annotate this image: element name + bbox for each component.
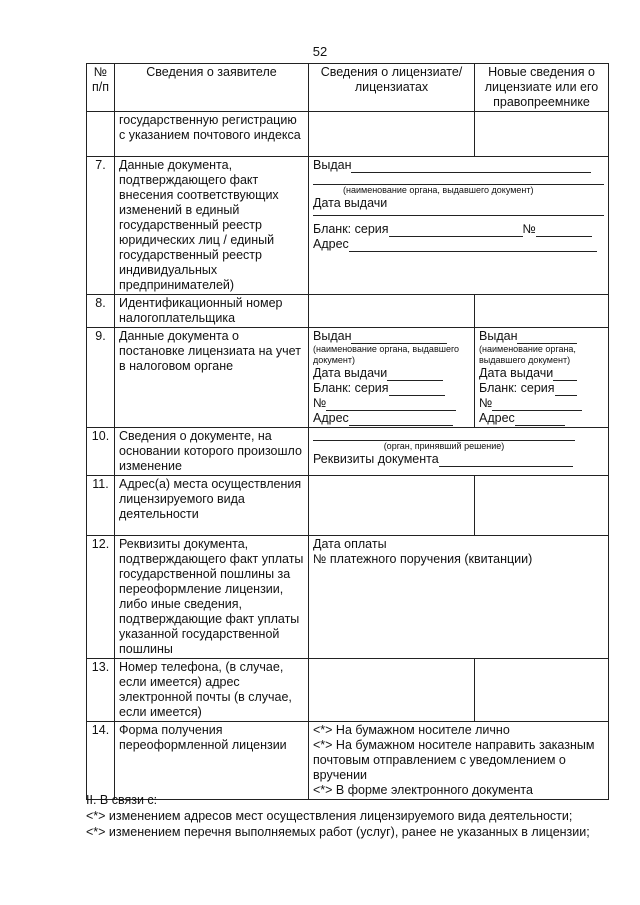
license-form-table bbox=[86, 63, 609, 800]
issued-line[interactable] bbox=[517, 331, 577, 344]
reason-option-works[interactable]: <*> изменением перечня выполняемых работ (услуг), ранее не указанных в лицензии; bbox=[86, 825, 590, 839]
registry-doc-cell[interactable] bbox=[309, 157, 609, 295]
issued-label: Выдан bbox=[479, 329, 518, 343]
table-row-13 bbox=[87, 659, 609, 722]
header-new-info: Новые сведения о лицензиате или его правопреемнике bbox=[475, 64, 609, 112]
row-text: государственную регистрацию с указанием почтового индекса bbox=[115, 112, 309, 157]
table-row-7 bbox=[87, 157, 609, 295]
date-label: Дата выдачи bbox=[313, 366, 388, 380]
number-line[interactable] bbox=[492, 398, 582, 411]
row-num: 13. bbox=[87, 659, 115, 722]
row-text: Идентификационный номер налогоплательщика bbox=[115, 295, 309, 328]
blank-number-label: № bbox=[522, 222, 536, 236]
issued-caption: (наименование органа, выдавшего документ) bbox=[343, 185, 534, 195]
licensee-cell[interactable] bbox=[309, 659, 475, 722]
licensee-cell[interactable] bbox=[309, 295, 475, 328]
address-label: Адрес bbox=[313, 411, 349, 425]
header-num: № п/п bbox=[87, 64, 115, 112]
reason-option-addresses[interactable]: <*> изменением адресов мест осуществления лицензируемого вида деятельности; bbox=[86, 809, 573, 823]
new-info-cell[interactable] bbox=[475, 295, 609, 328]
row-num: 12. bbox=[87, 536, 115, 659]
row-text: Форма получения переоформленной лицензии bbox=[115, 722, 309, 800]
licensee-cell[interactable] bbox=[309, 476, 475, 536]
series-line[interactable] bbox=[555, 383, 577, 396]
address-line[interactable] bbox=[349, 239, 597, 252]
new-info-cell[interactable] bbox=[475, 112, 609, 157]
date-line[interactable] bbox=[387, 368, 443, 381]
row-num-cell bbox=[87, 112, 115, 157]
blank-series-label: Бланк: серия bbox=[313, 222, 389, 236]
blank-series-label: Бланк: серия bbox=[313, 381, 389, 395]
row-text: Данные документа, подтверждающего факт внесения соответствующих изменений в единый государственный реестр юридических лиц / единый государственный реестр индивидуальных предпринимателей) bbox=[115, 157, 309, 295]
new-info-cell[interactable] bbox=[475, 476, 609, 536]
table-row-10 bbox=[87, 428, 609, 476]
section-2-heading: II. В связи с: bbox=[86, 793, 158, 807]
row-text: Реквизиты документа, подтверждающего факт уплаты государственной пошлины за переоформление лицензии, либо иные сведения, подтверждающие факт уплаты указанной государственной пошлины bbox=[115, 536, 309, 659]
issued-caption: (наименование органа, выдавшего документ) bbox=[479, 344, 576, 365]
address-line[interactable] bbox=[515, 413, 565, 426]
option-paper-personal[interactable]: <*> На бумажном носителе лично bbox=[313, 723, 510, 737]
receipt-form-cell bbox=[309, 722, 609, 800]
date-line[interactable] bbox=[553, 368, 577, 381]
issued-caption: (наименование органа, выдавшего документ) bbox=[313, 344, 460, 365]
decision-doc-cell[interactable] bbox=[309, 428, 609, 476]
table-row-14 bbox=[87, 722, 609, 800]
table-row-9 bbox=[87, 328, 609, 428]
tax-doc-licensee-cell[interactable] bbox=[309, 328, 475, 428]
row-num: 14. bbox=[87, 722, 115, 800]
payment-order-label: № платежного поручения (квитанции) bbox=[313, 552, 533, 566]
licensee-cell[interactable] bbox=[309, 112, 475, 157]
address-label: Адрес bbox=[479, 411, 515, 425]
series-line[interactable] bbox=[389, 224, 523, 237]
new-info-cell[interactable] bbox=[475, 659, 609, 722]
date-label: Дата выдачи bbox=[313, 196, 388, 210]
issued-line[interactable] bbox=[351, 160, 591, 173]
option-paper-mail[interactable]: <*> На бумажном носителе направить заказным почтовым отправлением с уведомлением о вручении bbox=[313, 738, 595, 782]
date-line[interactable] bbox=[313, 211, 604, 216]
issued-line[interactable] bbox=[351, 331, 447, 344]
doc-details-line[interactable] bbox=[439, 454, 573, 467]
issued-line-2[interactable] bbox=[313, 173, 604, 185]
row-num: 11. bbox=[87, 476, 115, 536]
authority-caption: (орган, принявший решение) bbox=[383, 441, 505, 451]
option-electronic[interactable]: <*> В форме электронного документа bbox=[313, 783, 533, 797]
table-row-12 bbox=[87, 536, 609, 659]
blank-series-label: Бланк: серия bbox=[479, 381, 555, 395]
row-text: Данные документа о постановке лицензиата на учет в налоговом органе bbox=[115, 328, 309, 428]
section-2 bbox=[86, 792, 616, 840]
blank-number-label: № bbox=[479, 396, 493, 410]
address-label: Адрес bbox=[313, 237, 349, 251]
payment-date-label: Дата оплаты bbox=[313, 537, 387, 551]
row-num: 8. bbox=[87, 295, 115, 328]
series-line[interactable] bbox=[389, 383, 445, 396]
payment-cell[interactable] bbox=[309, 536, 609, 659]
header-licensee: Сведения о лицензиате/лицензиатах bbox=[309, 64, 475, 112]
issued-label: Выдан bbox=[313, 329, 352, 343]
header-applicant: Сведения о заявителе bbox=[115, 64, 309, 112]
blank-number-label: № bbox=[313, 396, 327, 410]
number-line[interactable] bbox=[326, 398, 456, 411]
authority-line[interactable] bbox=[313, 429, 575, 441]
number-line[interactable] bbox=[536, 224, 592, 237]
address-line[interactable] bbox=[349, 413, 453, 426]
page-number: 52 bbox=[312, 44, 328, 59]
row-num: 7. bbox=[87, 157, 115, 295]
row-text: Адрес(а) места осуществления лицензируемого вида деятельности bbox=[115, 476, 309, 536]
row-text: Номер телефона, (в случае, если имеется) адрес электронной почты (в случае, если имеется) bbox=[115, 659, 309, 722]
tax-doc-new-cell[interactable] bbox=[475, 328, 609, 428]
table-row-11 bbox=[87, 476, 609, 536]
row-num: 10. bbox=[87, 428, 115, 476]
table-row-continued bbox=[87, 112, 609, 157]
table-row-8 bbox=[87, 295, 609, 328]
issued-label: Выдан bbox=[313, 158, 352, 172]
row-text: Сведения о документе, на основании которого произошло изменение bbox=[115, 428, 309, 476]
doc-details-label: Реквизиты документа bbox=[313, 452, 439, 466]
table-header-row bbox=[87, 64, 609, 112]
date-label: Дата выдачи bbox=[479, 366, 554, 380]
row-num: 9. bbox=[87, 328, 115, 428]
